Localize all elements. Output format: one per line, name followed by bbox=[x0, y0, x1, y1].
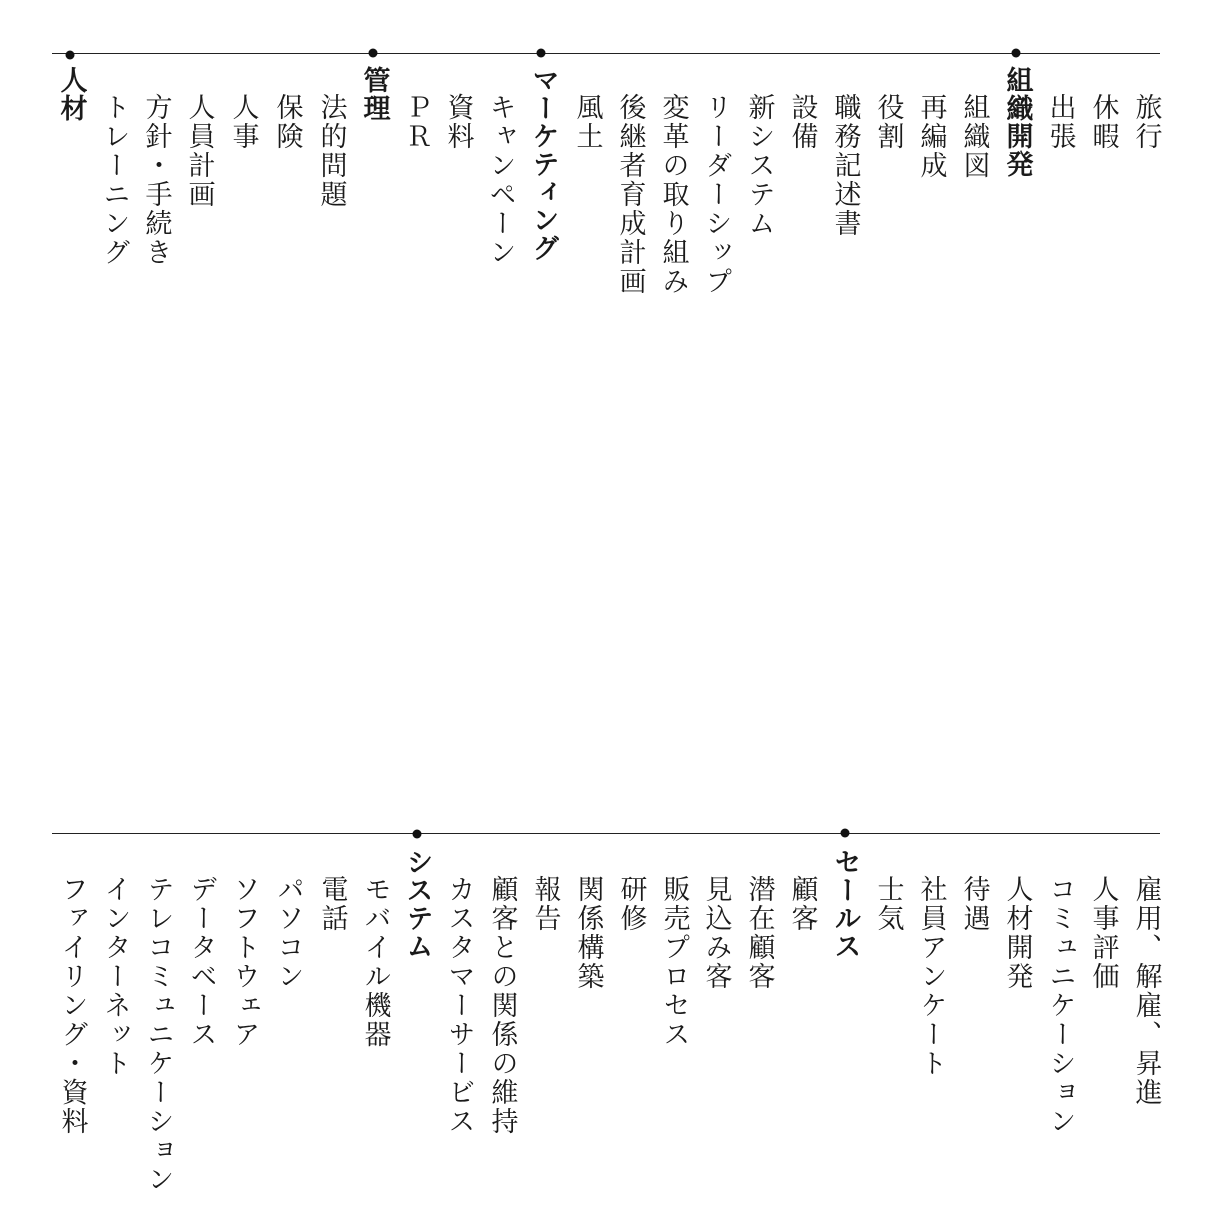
bottom-item: テレコミュニケーション bbox=[142, 875, 174, 1194]
top-item: トレーニング bbox=[98, 93, 130, 267]
bottom-item: インターネット bbox=[99, 875, 131, 1078]
bottom-item: 士気 bbox=[872, 875, 904, 933]
top-item: 資料 bbox=[442, 93, 474, 151]
top-item: 設備 bbox=[786, 93, 818, 151]
bottom-item: 顧客との関係の維持 bbox=[486, 875, 518, 1136]
category-heading-systems: システム bbox=[401, 848, 433, 960]
bottom-item: 販売プロセス bbox=[658, 875, 690, 1049]
top-item: 方針・手続き bbox=[140, 93, 172, 267]
top-item: 職務記述書 bbox=[829, 93, 861, 238]
bottom-item: データベース bbox=[185, 875, 217, 1049]
top-dot-marketing bbox=[537, 49, 546, 58]
bottom-timeline-rule bbox=[52, 833, 1160, 834]
bottom-item: パソコン bbox=[272, 875, 304, 991]
top-item: 法的問題 bbox=[315, 93, 347, 209]
bottom-item: 人事評価 bbox=[1087, 875, 1119, 991]
bottom-dot-sales bbox=[841, 829, 850, 838]
top-item: 組織図 bbox=[958, 93, 990, 180]
top-item: リーダーシップ bbox=[700, 93, 732, 296]
bottom-item: ファイリング・資料 bbox=[56, 875, 88, 1136]
top-item: 休暇 bbox=[1087, 93, 1119, 151]
category-heading-hr: 人材 bbox=[55, 66, 87, 122]
bottom-item: 電話 bbox=[316, 875, 348, 933]
category-heading-management: 管理 bbox=[358, 66, 390, 122]
bottom-item: 待遇 bbox=[958, 875, 990, 933]
top-item: 再編成 bbox=[915, 93, 947, 180]
bottom-item: カスタマーサービス bbox=[443, 875, 475, 1136]
bottom-item: 顧客 bbox=[786, 875, 818, 933]
top-dot-hr bbox=[66, 51, 75, 60]
bottom-dot-systems bbox=[413, 830, 422, 839]
top-dot-management bbox=[369, 49, 378, 58]
top-item: 新システム bbox=[743, 93, 775, 238]
category-heading-org-dev: 組織開発 bbox=[1001, 66, 1033, 178]
top-item: 変革の取り組み bbox=[657, 93, 689, 296]
top-item: ＰＲ bbox=[400, 93, 432, 151]
bottom-item: 研修 bbox=[615, 875, 647, 933]
bottom-item: 人材開発 bbox=[1001, 875, 1033, 991]
top-item: 出張 bbox=[1044, 93, 1076, 151]
bottom-item: 見込み客 bbox=[700, 875, 732, 991]
top-item: 役割 bbox=[872, 93, 904, 151]
bottom-item: 潜在顧客 bbox=[743, 875, 775, 991]
top-item: 人事 bbox=[227, 93, 259, 151]
category-heading-sales: セールス bbox=[829, 848, 861, 960]
bottom-item: 関係構築 bbox=[572, 875, 604, 991]
top-item: 後継者育成計画 bbox=[614, 93, 646, 296]
bottom-item: コミュニケーション bbox=[1044, 875, 1076, 1136]
bottom-item: 報告 bbox=[529, 875, 561, 933]
category-heading-marketing: マーケティング bbox=[527, 66, 559, 262]
bottom-item: ソフトウェア bbox=[228, 875, 260, 1049]
top-item: キャンペーン bbox=[484, 93, 516, 267]
bottom-item: モバイル機器 bbox=[359, 875, 391, 1049]
top-timeline-rule bbox=[52, 53, 1160, 54]
bottom-item: 雇用、解雇、昇進 bbox=[1130, 875, 1162, 1107]
bottom-item: 社員アンケート bbox=[915, 875, 947, 1078]
top-item: 人員計画 bbox=[183, 93, 215, 209]
top-item: 風土 bbox=[571, 93, 603, 151]
top-item: 保険 bbox=[271, 93, 303, 151]
top-dot-org-dev bbox=[1012, 49, 1021, 58]
top-item: 旅行 bbox=[1130, 93, 1162, 151]
